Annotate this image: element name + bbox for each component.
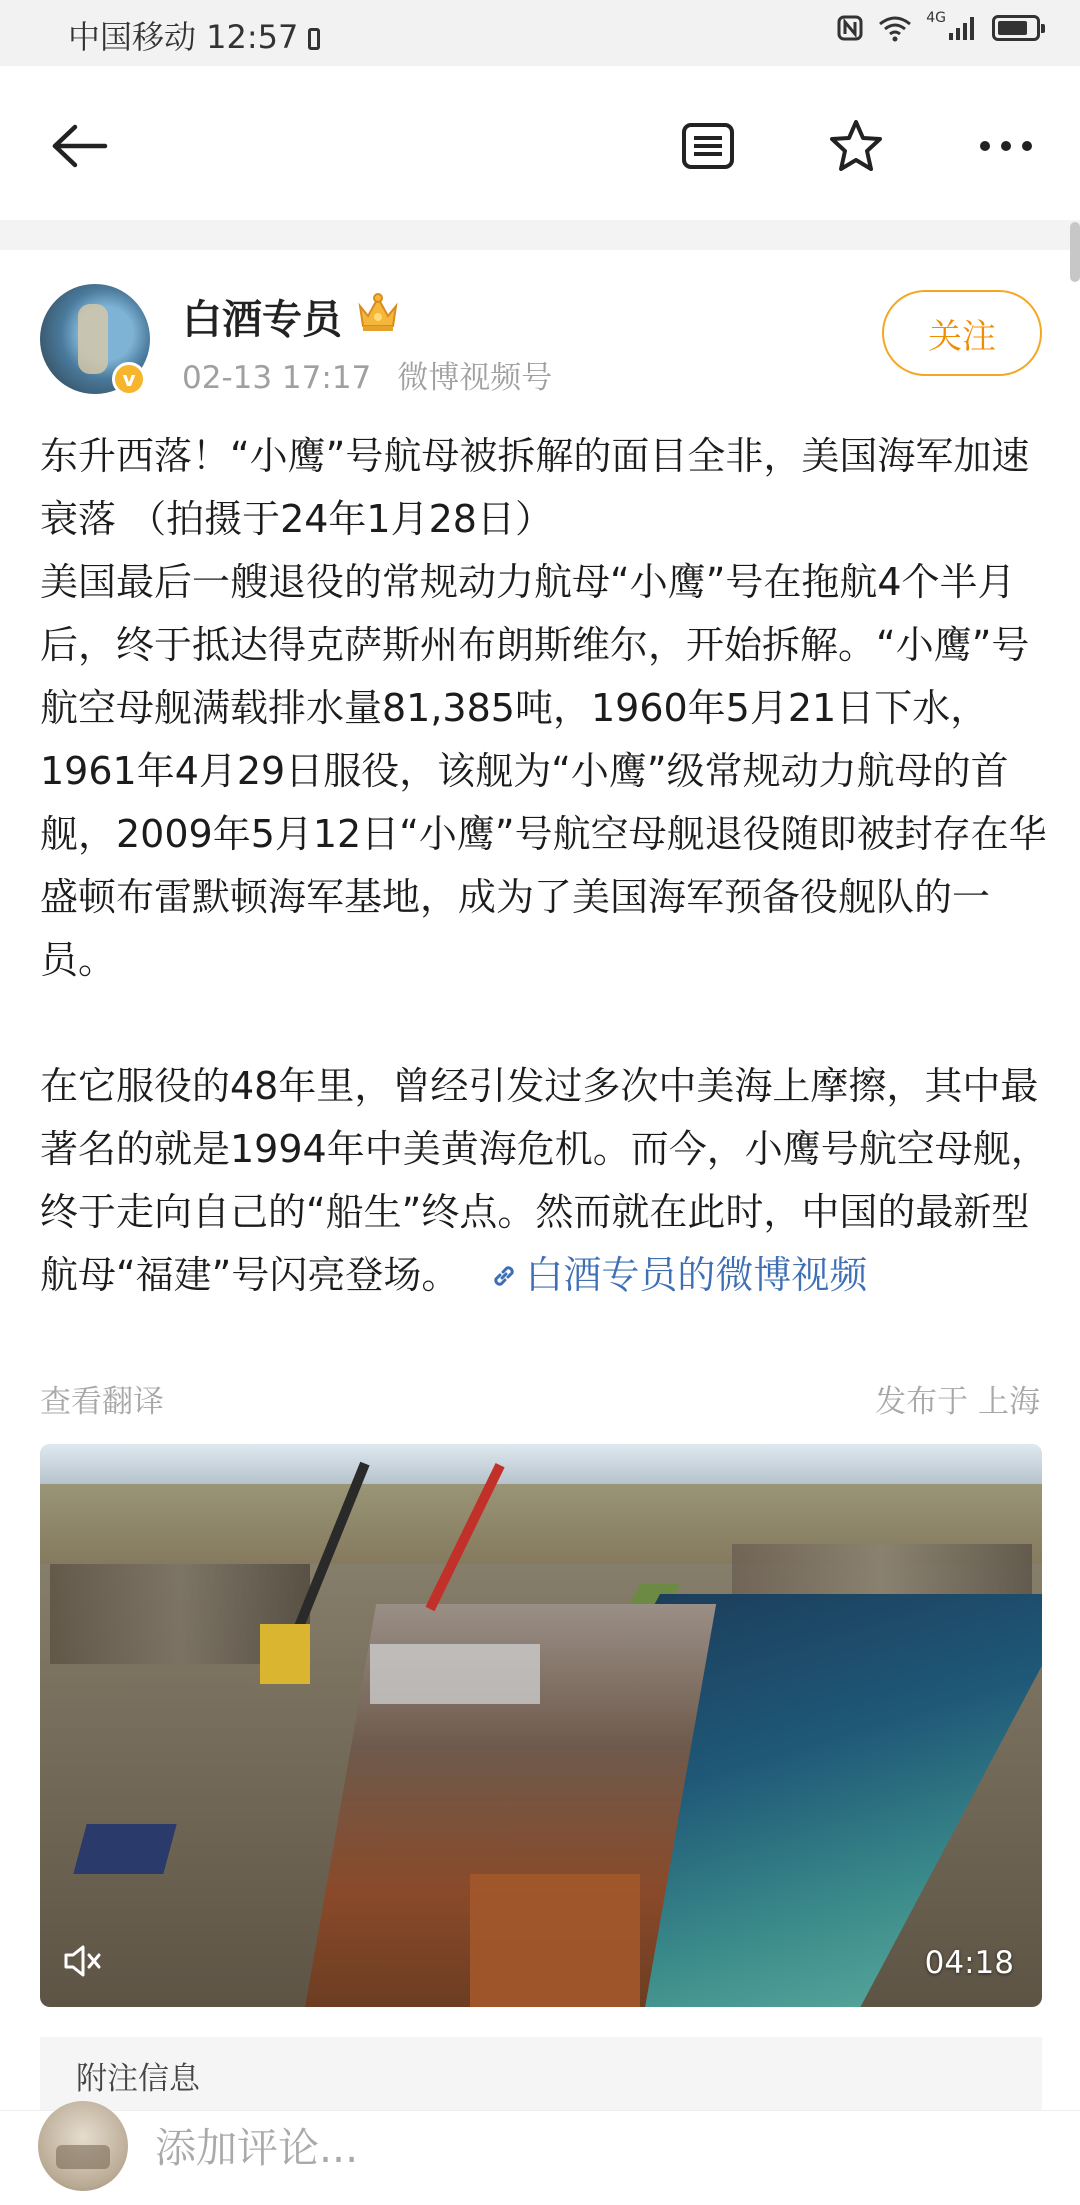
status-carrier-time: 中国移动 12:57 (68, 12, 320, 58)
back-button[interactable] (38, 106, 118, 186)
author-name[interactable]: 白酒专员 (182, 297, 342, 343)
battery-icon (992, 15, 1040, 41)
video-duration: 04:18 (924, 1945, 1014, 1981)
star-icon (827, 118, 885, 174)
video-player[interactable] (40, 1444, 1042, 2007)
post-meta (182, 352, 552, 397)
post-paragraph: 在它服役的48年里，曾经引发过多次中美海上摩擦，其中最著名的就是1994年中美黄海危机。而今，小鹰号航空母舰，终于走向自己的“船生”终点。然而就在此时，中国的最新型航母“福建”号闪亮登场。 白酒专员的微博视频 (40, 1064, 1049, 1297)
scrollbar[interactable] (1070, 222, 1080, 282)
post-paragraph: 东升西落！“小鹰”号航母被拆解的面目全非，美国海军加速衰落 （拍摄于24年1月28日） (40, 434, 1030, 541)
back-arrow-icon (47, 121, 109, 171)
verified-badge-icon: v (112, 362, 146, 396)
mute-icon[interactable] (60, 1939, 104, 1983)
reader-mode-button[interactable] (668, 106, 748, 186)
translate-link[interactable]: 查看翻译 (40, 1384, 164, 1420)
signal-icon (948, 15, 978, 41)
post-paragraph: 美国最后一艘退役的常规动力航母“小鹰”号在拖航4个半月后，终于抵达得克萨斯州布朗斯维尔，开始拆解。“小鹰”号航空母舰满载排水量81,385吨，1960年5月21日下水，1961年4月29日服役，该舰为“小鹰”级常规动力航母的首舰，2009年5月12日“小鹰”号航空母舰退役随即被封存在华盛顿布雷默顿海军基地，成为了美国海军预备役舰队的一员。 (40, 560, 1047, 982)
nfc-icon (836, 14, 864, 42)
favorite-button[interactable] (816, 106, 896, 186)
comment-bar (0, 2110, 1080, 2205)
wifi-icon (878, 14, 912, 42)
follow-button[interactable]: 关注 (882, 290, 1042, 376)
weibo-video-link[interactable]: 白酒专员的微博视频 (525, 1253, 868, 1297)
post-location: 发布于 上海 (875, 1384, 1040, 1420)
nav-divider (0, 220, 1080, 250)
link-icon (489, 1261, 519, 1291)
status-icons (836, 10, 1040, 42)
comment-input[interactable]: 添加评论... (155, 2124, 359, 2172)
crown-icon (354, 290, 402, 334)
extra-info-title: 附注信息 (76, 2061, 200, 2097)
more-button[interactable] (966, 106, 1046, 186)
post-timestamp: 02-13 17:17 (182, 360, 372, 396)
post-body (40, 425, 1050, 1307)
post-source[interactable]: 微博视频号 (397, 360, 553, 396)
network-type: 4G (926, 10, 946, 26)
top-nav (0, 66, 1080, 220)
more-icon (978, 139, 1034, 153)
user-avatar (38, 2101, 128, 2191)
status-bar (0, 0, 1080, 66)
battery-saver-icon (308, 28, 320, 50)
reader-mode-icon (681, 122, 735, 170)
